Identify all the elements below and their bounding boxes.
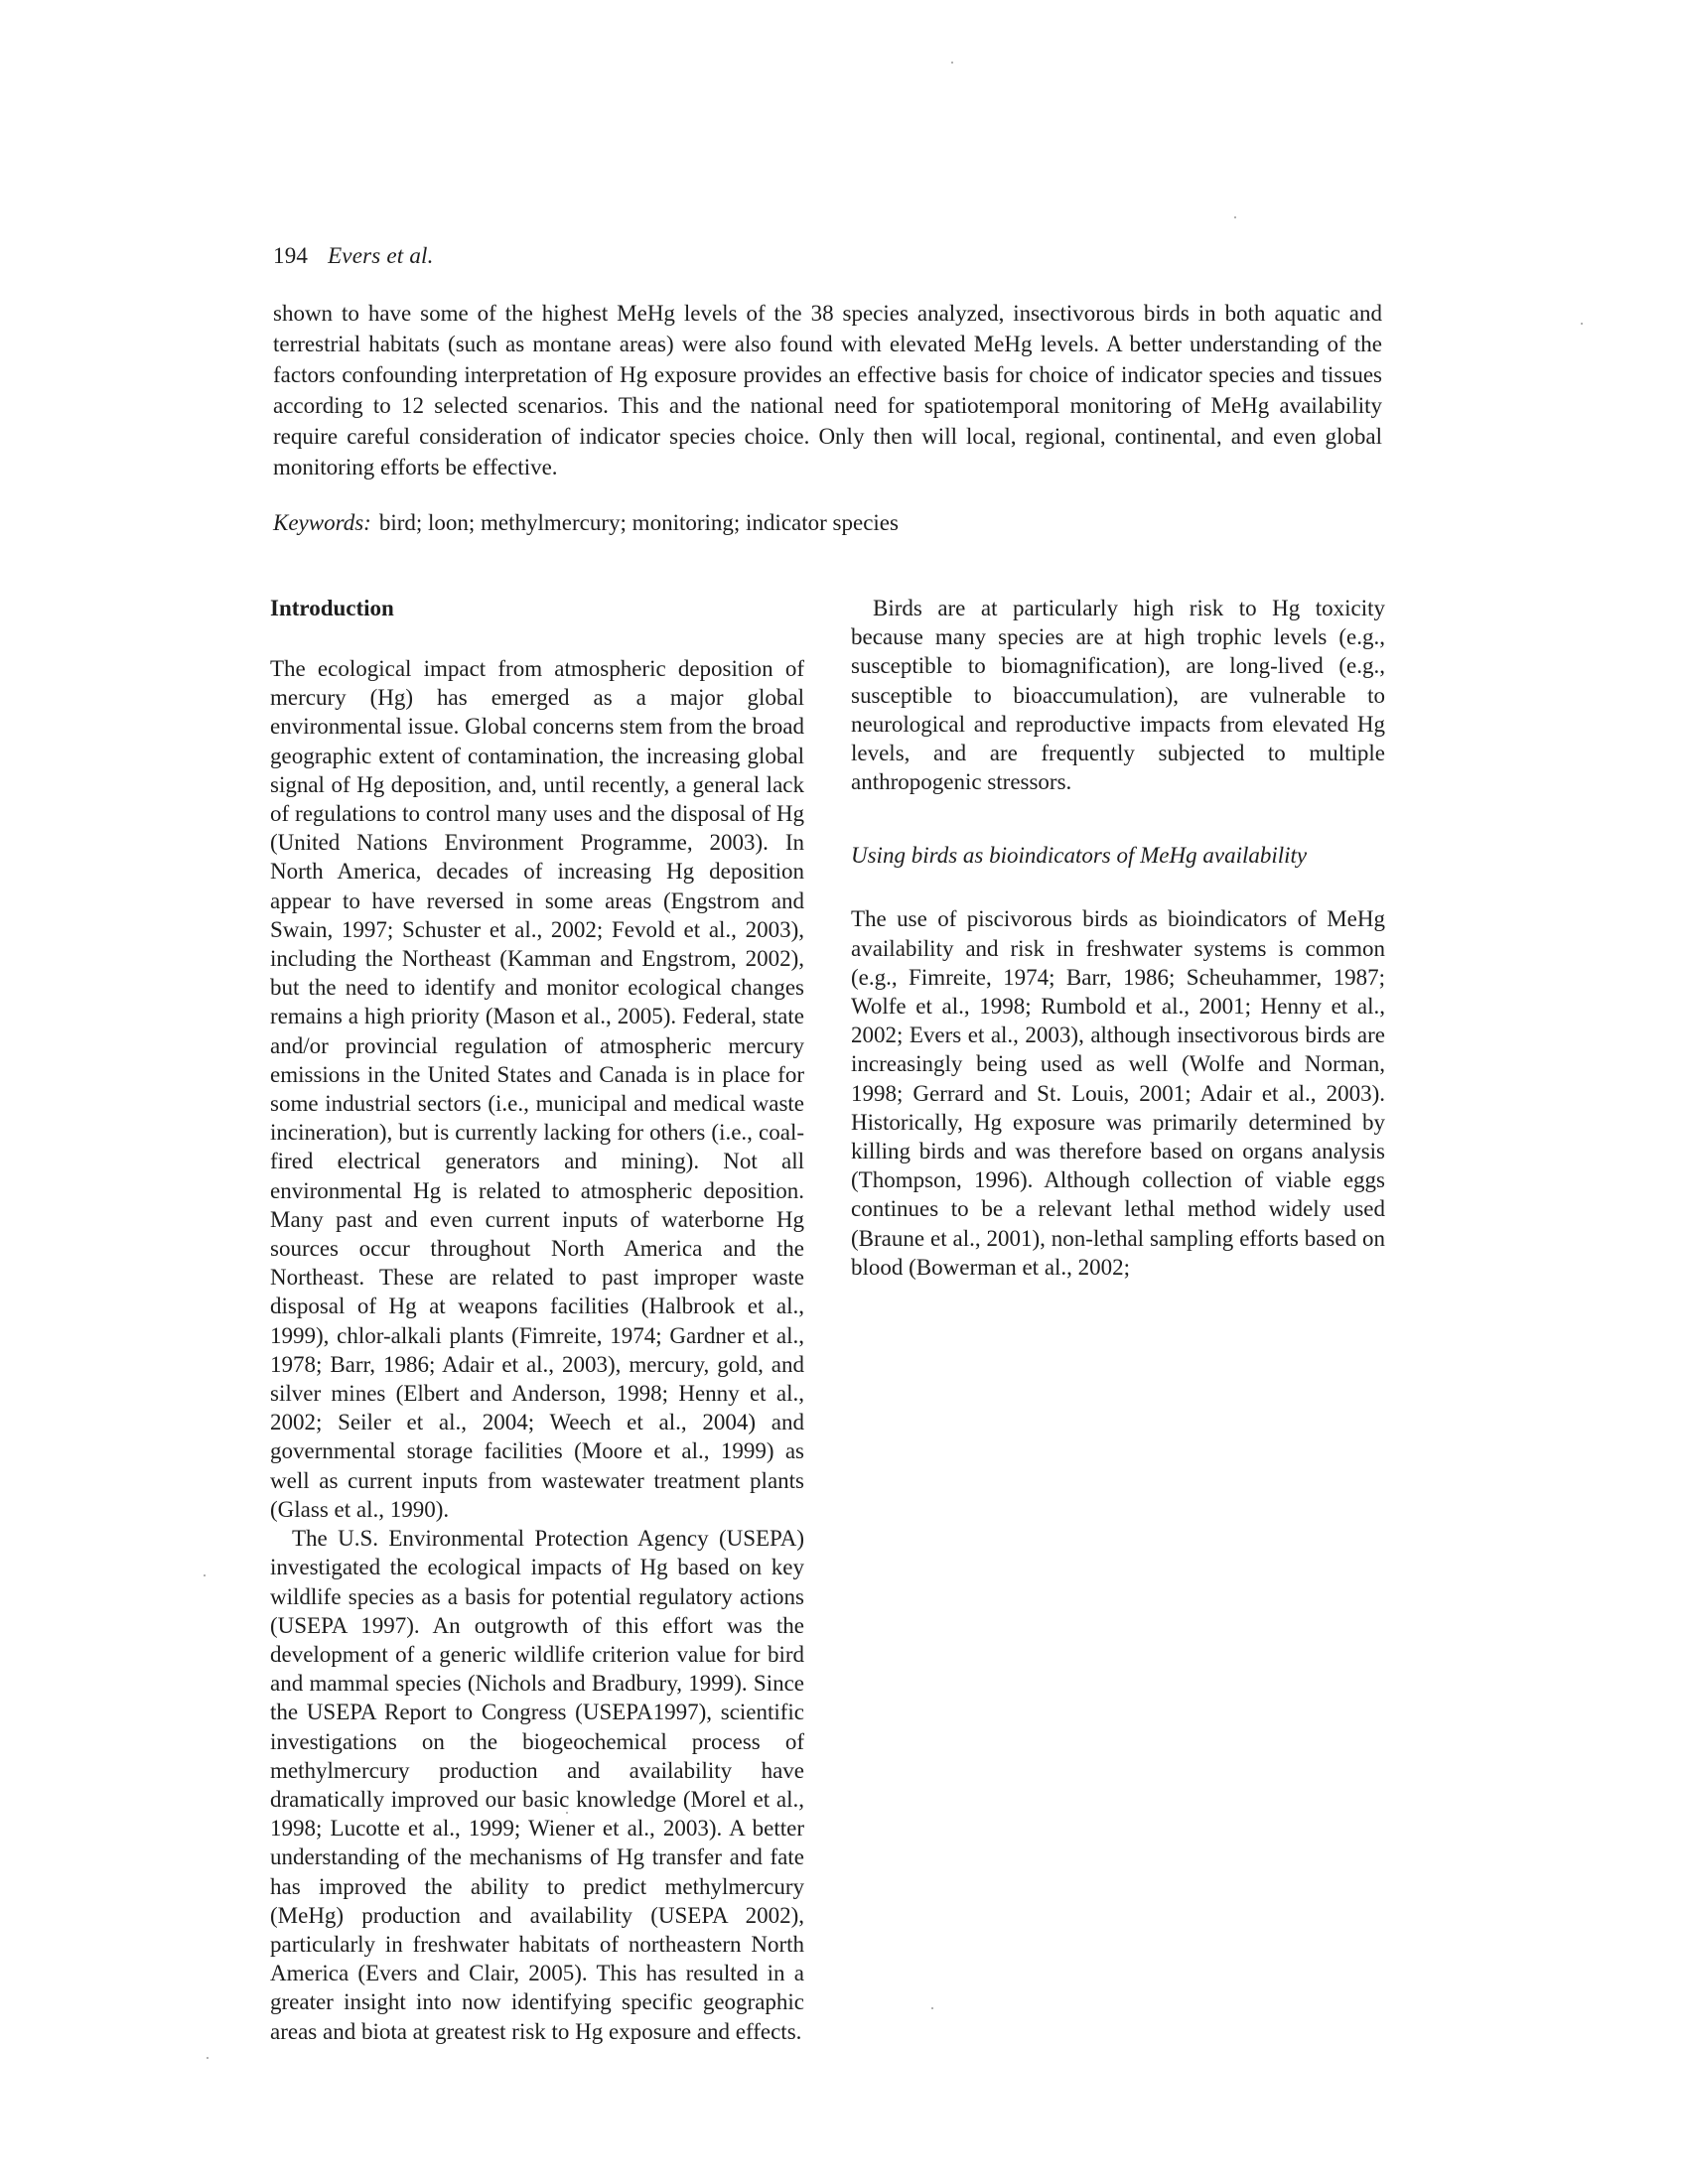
scan-speck xyxy=(931,2007,933,2009)
keywords-text: bird; loon; methylmercury; monitoring; indicator species xyxy=(378,510,899,535)
keywords-line xyxy=(273,507,1382,538)
scan-speck xyxy=(207,2057,209,2059)
keywords-label: Keywords: xyxy=(273,510,371,535)
introduction-heading: Introduction xyxy=(270,596,394,620)
scan-speck xyxy=(204,1574,206,1576)
running-head-authors: Evers et al. xyxy=(328,243,434,268)
running-head xyxy=(273,241,434,271)
scan-speck xyxy=(1581,323,1583,325)
scan-speck xyxy=(1234,216,1236,218)
section-spacer xyxy=(851,796,1385,841)
page-number: 194 xyxy=(273,243,309,268)
bioindicators-paragraph-1: The use of piscivorous birds as bioindicators of MeHg availability and risk in freshwater systems is common (e.g., Fimreite, 1974; Barr, 1986; Scheuhammer, 1987; Wolfe et al., 1998; Rumbold et al., 2001; Henny et al., 2002; Evers et al., 2003), although insectivorous birds are increasingly being used as well (Wolfe and Norman, 1998; Gerrard and St. Louis, 2001; Adair et al., 2003). Historically, Hg exposure was primarily determined by killing birds and was therefore based on organs analysis (Thompson, 1996). Although collection of viable eggs continues to be a relevant lethal method widely used (Braune et al., 2001), non-lethal sampling efforts based on blood (Bowerman et al., 2002; xyxy=(851,906,1385,1280)
left-column xyxy=(270,594,804,2046)
bioindicators-heading: Using birds as bioindicators of MeHg availability xyxy=(851,843,1308,869)
scan-speck xyxy=(566,1812,568,1814)
introduction-paragraph-1: The ecological impact from atmospheric deposition of mercury (Hg) has emerged as a major global environmental issue. Global concerns stem from the broad geographic extent of contamination, the increasing global signal of Hg deposition, and, until recently, a general lack of regulations to control many uses and the disposal of Hg (United Nations Environment Programme, 2003). In North America, decades of increasing Hg deposition appear to have reversed in some areas (Engstrom and Swain, 1997; Schuster et al., 2002; Fevold et al., 2003), including the Northeast (Kamman and Engstrom, 2002), but the need to identify and monitor ecological changes remains a high priority (Mason et al., 2005). Federal, state and/or provincial regulation of atmospheric mercury emissions in the United States and Canada is in place for some industrial sectors (i.e., municipal and medical waste incineration), but is currently lacking for others (i.e., coal-fired electrical generators and mining). Not all environmental Hg is related to atmospheric deposition. Many past and even current inputs of waterborne Hg sources occur throughout North America and the Northeast. These are related to past improper waste disposal of Hg at weapons facilities (Halbrook et al., 1999), chlor-alkali plants (Fimreite, 1974; Gardner et al., 1978; Barr, 1986; Adair et al., 2003), mercury, gold, and silver mines (Elbert and Anderson, 1998; Henny et al., 2002; Seiler et al., 2004; Weech et al., 2004) and governmental storage facilities (Moore et al., 1999) as well as current inputs from wastewater treatment plants (Glass et al., 1990). xyxy=(270,656,804,1522)
scan-speck xyxy=(951,62,953,64)
abstract-continuation: shown to have some of the highest MeHg levels of the 38 species analyzed, insectivorous birds in both aquatic and terrestrial habitats (such as montane areas) were also found with elevated MeHg levels. A better understanding of the factors confounding interpretation of Hg exposure provides an effective basis for choice of indicator species and tissues according to 12 selected scenarios. This and the national need for spatiotemporal monitoring of MeHg availability require careful consideration of indicator species choice. Only then will local, regional, continental, and even global monitoring efforts be effective. xyxy=(273,301,1382,479)
right-column xyxy=(851,594,1385,1282)
introduction-paragraph-2: The U.S. Environmental Protection Agency (USEPA) investigated the ecological impacts of Hg based on key wildlife species as a basis for potential regulatory actions (USEPA 1997). An outgrowth of this effort was the development of a generic wildlife criterion value for bird and mammal species (Nichols and Bradbury, 1999). Since the USEPA Report to Congress (USEPA1997), scientific investigations on the biogeochemical process of methylmercury production and availability have dramatically improved our basic knowledge (Morel et al., 1998; Lucotte et al., 1999; Wiener et al., 2003). A better understanding of the mechanisms of Hg transfer and fate has improved the ability to predict methylmercury (MeHg) production and availability (USEPA 2002), particularly in freshwater habitats of northeastern North America (Evers and Clair, 2005). This has resulted in a greater insight into now identifying specific geographic areas and biota at greatest risk to Hg exposure and effects. xyxy=(270,1526,804,2044)
introduction-paragraph-3: Birds are at particularly high risk to Hg toxicity because many species are at high trophic levels (e.g., susceptible to biomagnification), are long-lived (e.g., susceptible to bioaccumulation), are vulnerable to neurological and reproductive impacts from elevated Hg levels, and are frequently subjected to multiple anthropogenic stressors. xyxy=(851,596,1385,795)
